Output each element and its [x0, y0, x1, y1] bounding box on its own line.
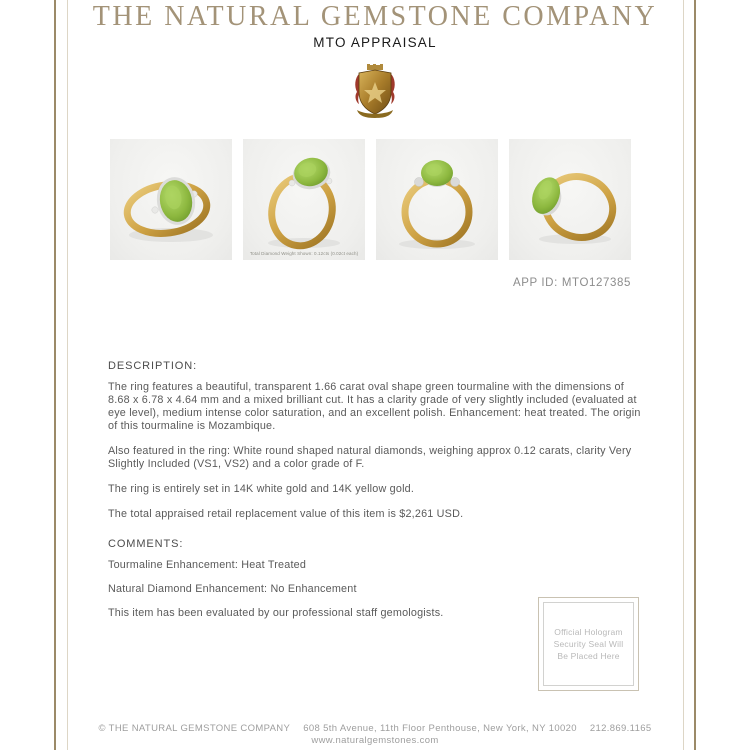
footer-address: 608 5th Avenue, 11th Floor Penthouse, New York, NY 10020	[303, 723, 577, 734]
ring-photo-front-view	[376, 139, 498, 260]
footer-phone: 212.869.1165	[589, 723, 652, 734]
app-id-label: APP ID:	[512, 277, 558, 289]
document-type-title: MTO APPRAISAL	[313, 35, 437, 50]
description-paragraph: The ring is entirely set in 14K white gold and 14K yellow gold.	[108, 483, 415, 495]
description-paragraph: The total appraised retail replacement value of this item is $2,261 USD.	[108, 508, 464, 520]
diamond-weight-caption: Total Diamond Weight Shown: 0.12cts (0.02ct each)	[249, 251, 359, 256]
comment-item: Tourmaline Enhancement: Heat Treated	[108, 559, 307, 571]
ring-photo-three-quarter-view	[243, 139, 365, 260]
description-heading: DESCRIPTION:	[108, 360, 198, 372]
description-paragraph: Also featured in the ring: White round shaped natural diamonds, weighing approx 0.12 carats, clarity Very Slightly Included (VS1, VS2) and a color grade of F.	[108, 445, 632, 470]
hologram-text-line: Be Placed Here	[557, 651, 620, 661]
comments-heading: COMMENTS:	[108, 538, 184, 550]
ring-photo-side-profile-view	[509, 139, 631, 260]
company-crest-icon	[351, 64, 399, 125]
hologram-seal-inner-box	[543, 602, 634, 686]
comment-item: This item has been evaluated by our professional staff gemologists.	[108, 607, 444, 619]
page-border-left-outer	[54, 0, 56, 750]
footer-website: www.naturalgemstones.com	[311, 735, 439, 746]
description-section	[108, 360, 644, 533]
ring-photo-angled-top-view	[110, 139, 232, 260]
ring-photo-gallery	[110, 139, 631, 260]
page-border-right-outer	[694, 0, 696, 750]
page-border-right-inner	[683, 0, 684, 750]
footer-copyright: © THE NATURAL GEMSTONE COMPANY	[98, 723, 291, 734]
hologram-seal-placeholder	[538, 597, 639, 691]
page-footer	[0, 723, 750, 747]
comment-item: Natural Diamond Enhancement: No Enhancement	[108, 583, 357, 595]
footer-contact-line	[0, 723, 750, 735]
company-name: THE NATURAL GEMSTONE COMPANY	[92, 1, 658, 32]
hologram-text-line: Official Hologram	[554, 627, 623, 637]
app-id	[110, 277, 631, 289]
app-id-value: MTO127385	[561, 277, 631, 289]
description-paragraph: The ring features a beautiful, transparent 1.66 carat oval shape green tourmaline with the dimensions of 8.68 x 6.78 x 4.64 mm and a mixed brilliant cut. It has a clarity grade of very slightly included (evaluated at eye level), medium intense color saturation, and an excellent polish. Enhancement: heat treated. The origin of this tourmaline is Mozambique.	[108, 381, 641, 432]
page-border-left-inner	[67, 0, 68, 750]
hologram-text-line: Security Seal Will	[553, 639, 624, 649]
